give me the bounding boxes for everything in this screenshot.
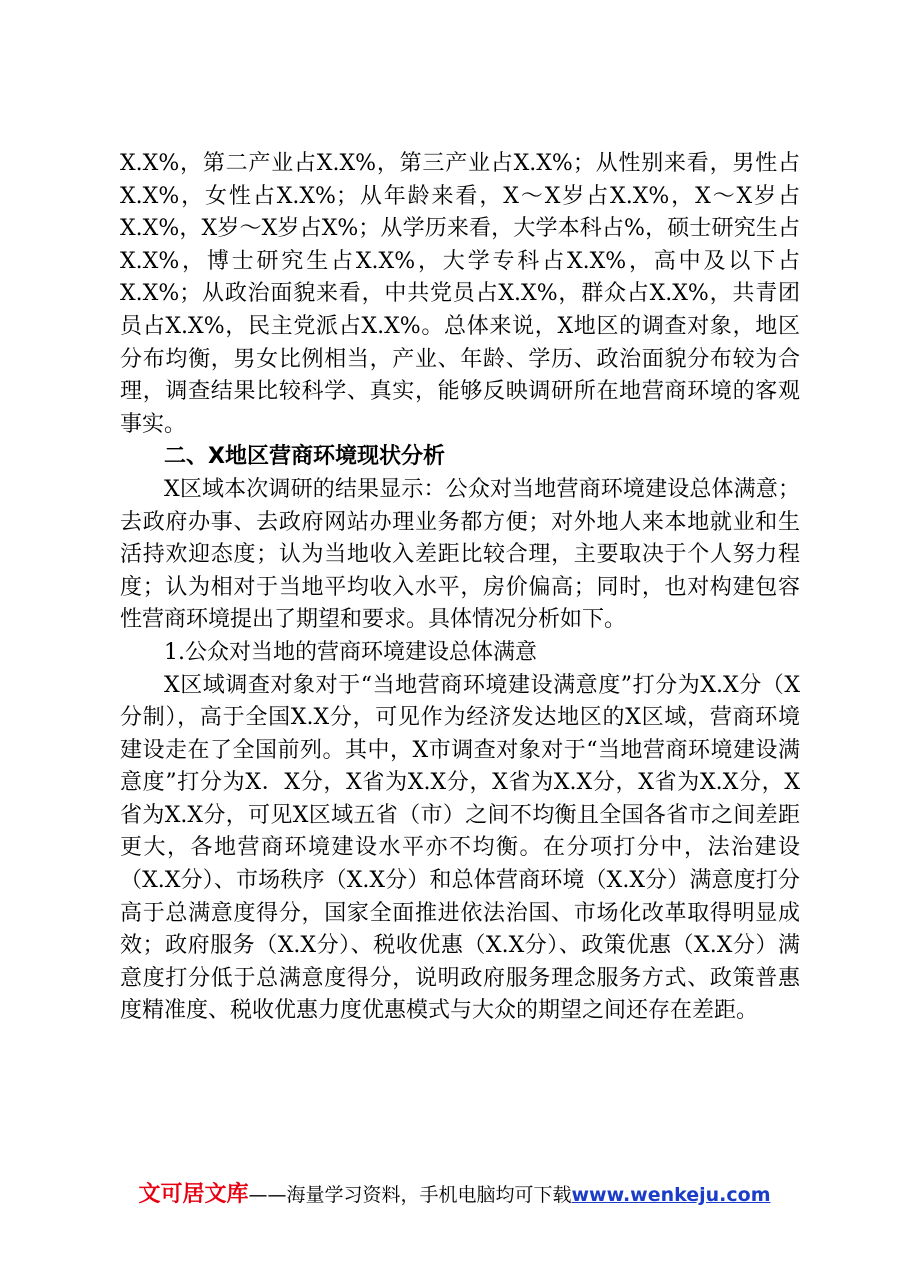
document-body xyxy=(120,148,800,1028)
subsection-heading: 1.公众对当地的营商环境建设总体满意 xyxy=(164,639,537,665)
section-heading: 二、X地区营商环境现状分析 xyxy=(164,444,445,470)
page-footer xyxy=(0,1180,909,1210)
footer-slogan: ——海量学习资料，手机电脑均可下载 xyxy=(248,1184,572,1206)
footer-brand: 文可居文库 xyxy=(138,1182,249,1207)
paragraph-survey-results: X区域本次调研的结果显示：公众对当地营商环境建设总体满意；去政府办事、去政府网站办理业务都方便；对外地人来本地就业和生活持欢迎态度；认为当地收入差距比较合理，主要取决于个人努力程度；认为相对于当地平均收入水平，房价偏高；同时，也对构建包容性营商环境提出了期望和要求。具体情况分析如下。 xyxy=(120,476,800,633)
footer-site-link[interactable]: www.wenkeju.com xyxy=(571,1184,771,1206)
paragraph-satisfaction-scores: X区域调查对象对于“当地营商环境建设满意度”打分为X.X分（X分制），高于全国X.X分，可见作为经济发达地区的X区域，营商环境建设走在了全国前列。其中，X市调查对象对于“当地营商环境建设满意度”打分为X．X分，X省为X.X分，X省为X.X分，X省为X.X分，X省为X.X分，可见X区域五省（市）之间不均衡且全国各省市之间差距更大，各地营商环境建设水平亦不均衡。在分项打分中，法治建设（X.X分）、市场秩序（X.X分）和总体营商环境（X.X分）满意度打分高于总满意度得分，国家全面推进依法治国、市场化改革取得明显成效；政府服务（X.X分）、税收优惠（X.X分）、政策优惠（X.X分）满意度打分低于总满意度得分，说明政府服务理念服务方式、政策普惠度精准度、税收优惠力度优惠模式与大众的期望之间还存在差距。 xyxy=(120,672,800,1024)
paragraph-demographics: X.X%，第二产业占X.X%，第三产业占X.X%；从性别来看，男性占X.X%，女性占X.X%；从年龄来看，X～X岁占X.X%，X～X岁占X.X%，X岁～X岁占X%；从学历来看，大学本科占%，硕士研究生占X.X%，博士研究生占X.X%，大学专科占X.X%，高中及以下占X.X%；从政治面貌来看，中共党员占X.X%，群众占X.X%，共青团员占X.X%，民主党派占X.X%。总体来说，X地区的调查对象，地区分布均衡，男女比例相当，产业、年龄、学历、政治面貌分布较为合理，调查结果比较科学、真实，能够反映调研所在地营商环境的客观事实。 xyxy=(120,151,800,437)
